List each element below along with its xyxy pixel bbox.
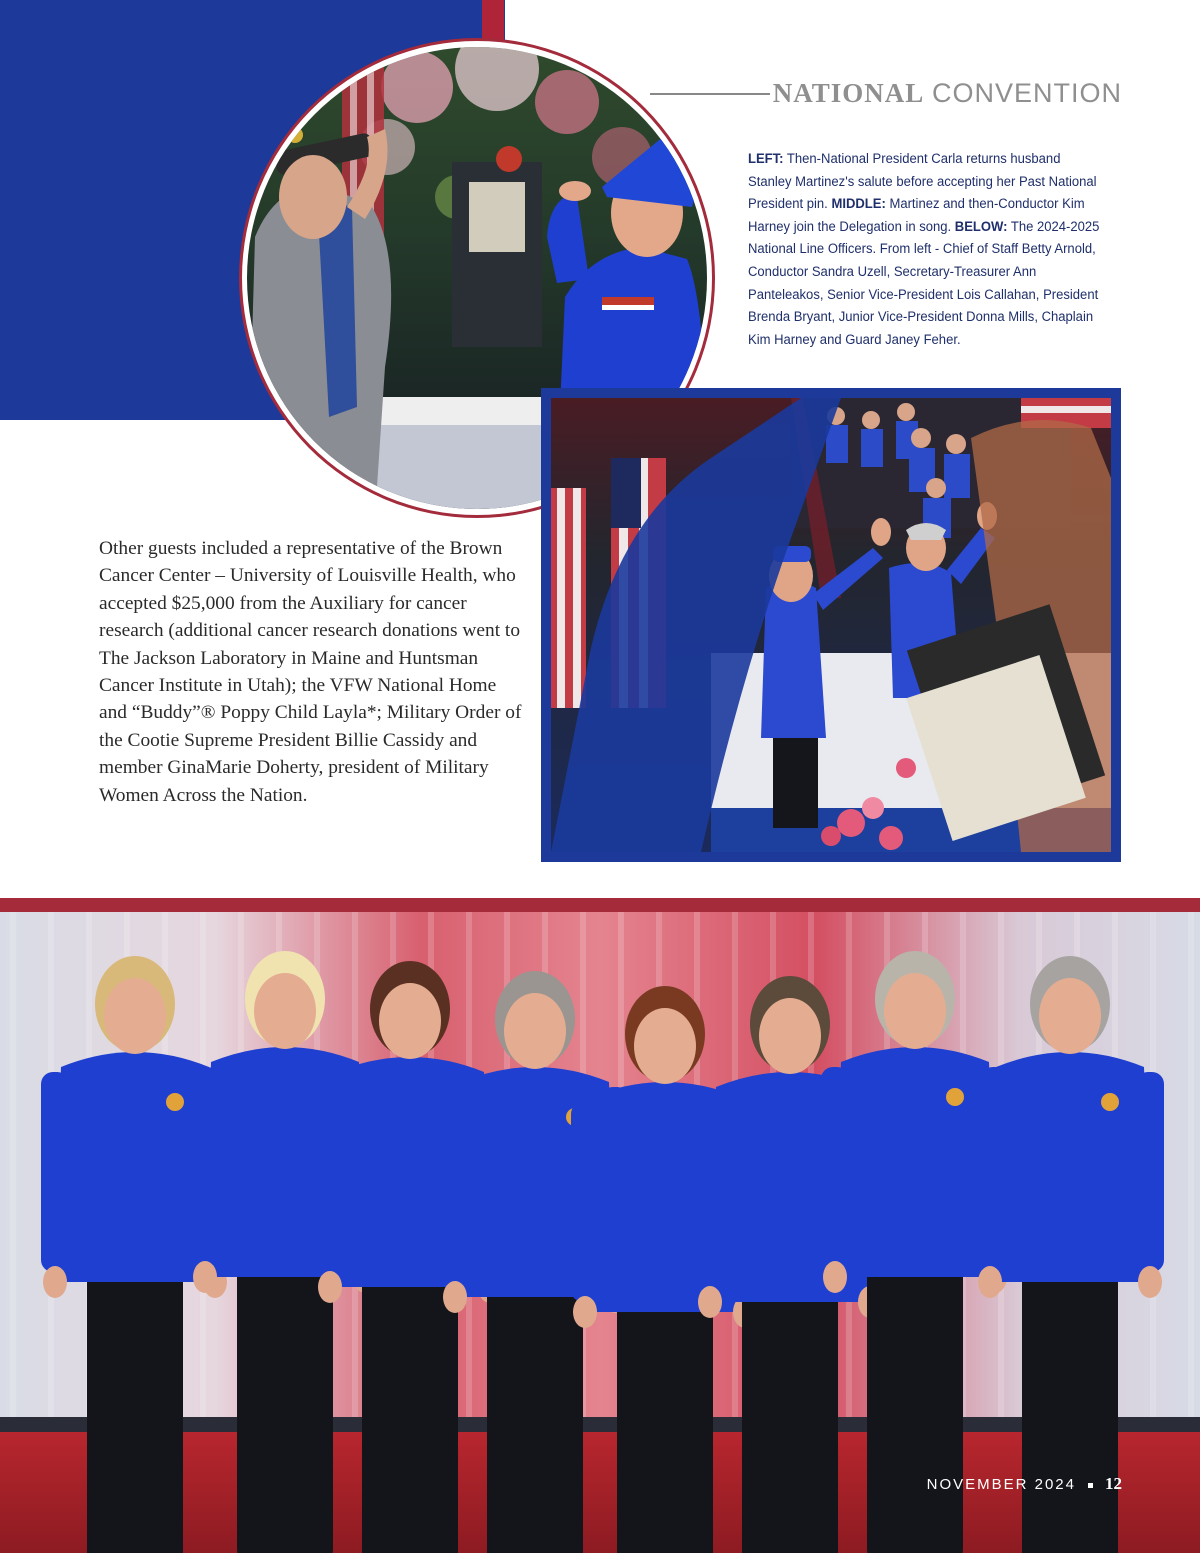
page-footer	[927, 1474, 1122, 1494]
delegation-song-photo	[551, 398, 1111, 852]
line-officers-photo	[0, 912, 1200, 1553]
body-paragraph: Other guests included a representative of the Brown Cancer Center – University of Louisville Health, who accepted $25,000 from the Auxiliary for cancer research (additional cancer research donations went to The Jackson Laboratory in Maine and Huntsman Cancer Institute in Utah); the VFW National Home and “Buddy”® Poppy Child Layla*; Military Order of the Cootie Supreme President Billie Cassidy and member GinaMarie Doherty, president of Military Women Across the Nation.	[99, 538, 522, 806]
section-header	[650, 78, 1122, 110]
caption-text-below: The 2024-2025 National Line Officers. From left - Chief of Staff Betty Arnold, Conductor Sandra Uzell, Secretary-Treasurer Ann Panteleakos, Senior Vice-President Lois Callahan, President Brenda Bryant, Junior Vice-President Donna Mills, Chaplain Kim Harney and Guard Janey Feher.	[748, 218, 1100, 348]
issue-date: NOVEMBER 2024	[926, 1476, 1076, 1493]
caption-label-left: LEFT:	[748, 151, 784, 167]
caption-text-middle: Martinez and then-Conductor Kim Harney join the Delegation in song.	[748, 196, 1085, 235]
footer-separator	[1088, 1483, 1093, 1488]
section-title-bold: NATIONAL	[772, 78, 925, 108]
caption-text-left: Then-National President Carla returns husband Stanley Martinez's salute before accepting her Past National President pin.	[748, 151, 1097, 213]
header-rule	[650, 93, 770, 95]
bottom-photo-bar	[0, 898, 1200, 912]
page-number: 12	[1105, 1474, 1122, 1493]
photo-caption	[748, 148, 1102, 351]
caption-label-middle: MIDDLE:	[831, 196, 886, 213]
section-title-light: CONVENTION	[931, 78, 1122, 108]
caption-label-below: BELOW:	[954, 218, 1008, 235]
body-text	[99, 535, 529, 809]
section-title	[773, 78, 1122, 109]
